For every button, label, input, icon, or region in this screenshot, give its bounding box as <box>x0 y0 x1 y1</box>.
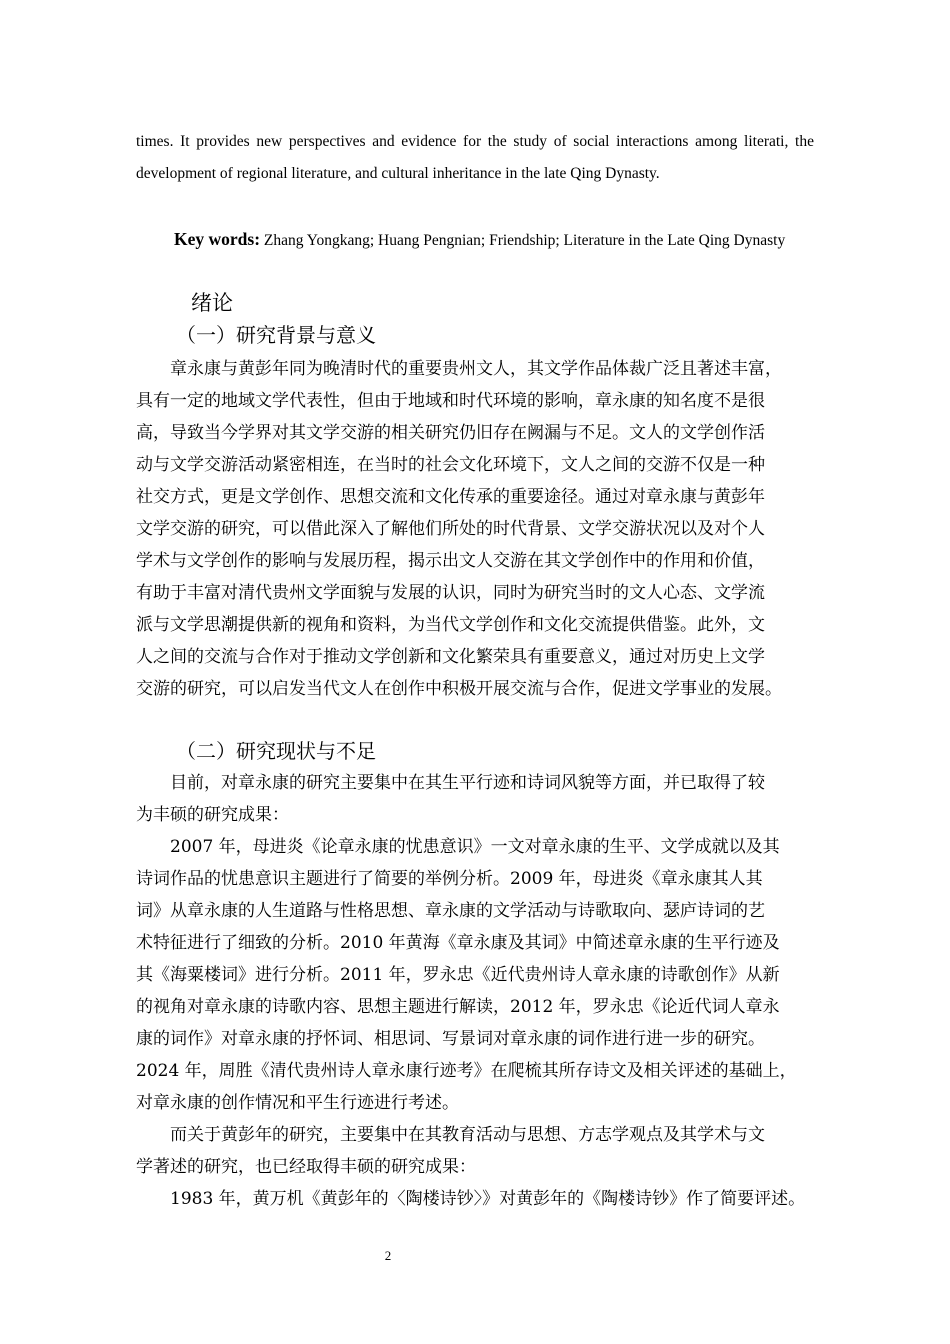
paragraph-line: 人之间的交流与合作对于推动文学创新和文化繁荣具有重要意义，通过对历史上文学 <box>136 647 765 667</box>
paragraph-line: 康的词作》对章永康的抒怀词、相思词、写景词对章永康的词作进行进一步的研究。 <box>136 1029 765 1049</box>
paragraph-line: 派与文学思潮提供新的视角和资料，为当代文学创作和文化交流提供借鉴。此外，文 <box>136 615 765 635</box>
section-heading-background: （一）研究背景与意义 <box>176 323 376 347</box>
abstract-english-tail: times. It provides new perspectives and evidence for the study of social interactions among literati, the development of regional literature, and cultural inheritance in the late Qing Dynasty. <box>136 133 814 182</box>
paragraph-line: 1983 年，黄万机《黄彭年的〈陶楼诗钞〉》对黄彭年的《陶楼诗钞》作了简要评述。 <box>136 1189 806 1209</box>
paragraph-line: 章永康与黄彭年同为晚清时代的重要贵州文人，其文学作品体裁广泛且著述丰富， <box>136 359 782 379</box>
paragraph-line: 诗词作品的忧患意识主题进行了简要的举例分析。2009 年，母进炎《章永康其人其 <box>136 869 763 889</box>
page-number: 2 <box>384 1248 392 1263</box>
english-keywords <box>136 223 814 257</box>
paragraph-line: 2024 年，周胜《清代贵州诗人章永康行迹考》在爬梳其所存诗文及相关评述的基础上， <box>136 1061 797 1081</box>
paragraph-line: 文学交游的研究，可以借此深入了解他们所处的时代背景、文学交游状况以及对个人 <box>136 519 765 539</box>
paragraph-line: 社交方式，更是文学创作、思想交流和文化传承的重要途径。通过对章永康与黄彭年 <box>136 487 765 507</box>
paragraph-line: 交游的研究，可以启发当代文人在创作中积极开展交流与合作，促进文学事业的发展。 <box>136 679 782 699</box>
paragraph-line: 为丰硕的研究成果： <box>136 805 289 825</box>
paragraph-line: 而关于黄彭年的研究，主要集中在其教育活动与思想、方志学观点及其学术与文 <box>136 1125 765 1145</box>
paragraph-line: 术特征进行了细致的分析。2010 年黄海《章永康及其词》中简述章永康的生平行迹及 <box>136 933 780 953</box>
keywords-text: Zhang Yongkang; Huang Pengnian; Friendship; Literature in the Late Qing Dynasty <box>263 232 786 249</box>
paragraph-line: 词》从章永康的人生道路与性格思想、章永康的文学活动与诗歌取向、瑟庐诗词的艺 <box>136 901 765 921</box>
keywords-label: Key words: <box>174 229 261 249</box>
paragraph-line: 学术与文学创作的影响与发展历程，揭示出文人交游在其文学创作中的作用和价值， <box>136 551 765 571</box>
chapter-title: 绪论 <box>191 291 233 315</box>
section-background-body <box>136 353 782 705</box>
paragraph-line: 其《海粟楼词》进行分析。2011 年，罗永忠《近代贵州诗人章永康的诗歌创作》从新 <box>136 965 780 985</box>
paragraph-line: 学著述的研究，也已经取得丰硕的研究成果： <box>136 1157 476 1177</box>
paragraph-line: 对章永康的创作情况和平生行迹进行考述。 <box>136 1093 459 1113</box>
paragraph-line: 具有一定的地域文学代表性，但由于地域和时代环境的影响，章永康的知名度不是很 <box>136 391 765 411</box>
section-status-body <box>136 767 805 1215</box>
section-heading-status: （二）研究现状与不足 <box>176 739 376 763</box>
paragraph-line: 动与文学交游活动紧密相连，在当时的社会文化环境下，文人之间的交游不仅是一种 <box>136 455 765 475</box>
paragraph-line: 有助于丰富对清代贵州文学面貌与发展的认识，同时为研究当时的文人心态、文学流 <box>136 583 765 603</box>
paragraph-line: 的视角对章永康的诗歌内容、思想主题进行解读，2012 年，罗永忠《论近代词人章永 <box>136 997 780 1017</box>
paragraph-line: 高，导致当今学界对其文学交游的相关研究仍旧存在阙漏与不足。文人的文学创作活 <box>136 423 765 443</box>
paragraph-line: 目前，对章永康的研究主要集中在其生平行迹和诗词风貌等方面，并已取得了较 <box>136 773 765 793</box>
paragraph-line: 2007 年，母进炎《论章永康的忧患意识》一文对章永康的生平、文学成就以及其 <box>136 837 780 857</box>
